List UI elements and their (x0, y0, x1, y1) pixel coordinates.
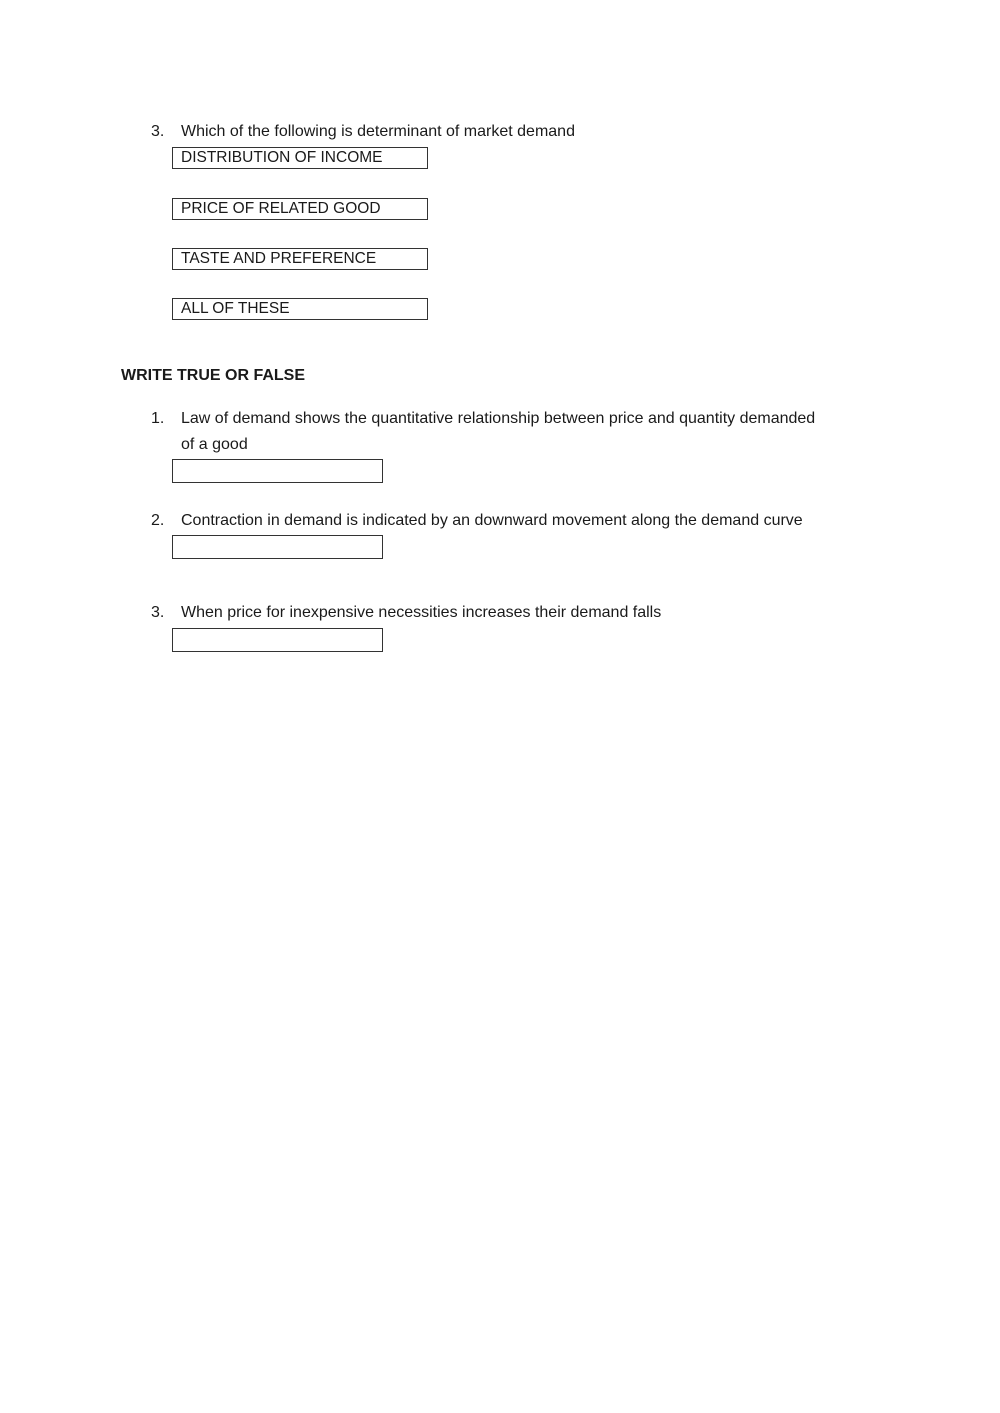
mcq-question (151, 119, 911, 145)
tf-question-2 (151, 508, 911, 534)
question-text-line2: of a good (181, 436, 248, 453)
option-distribution-of-income[interactable]: DISTRIBUTION OF INCOME (172, 147, 428, 169)
question-number: 2. (151, 512, 165, 529)
answer-input-2[interactable] (172, 535, 383, 559)
answer-input-1[interactable] (172, 459, 383, 483)
question-number: 3. (151, 123, 165, 140)
section-heading: WRITE TRUE OR FALSE (121, 367, 305, 384)
tf-question-1 (151, 406, 911, 458)
answer-input-3[interactable] (172, 628, 383, 652)
question-number: 3. (151, 604, 165, 621)
option-price-of-related-good[interactable]: PRICE OF RELATED GOOD (172, 198, 428, 220)
question-text: When price for inexpensive necessities increases their demand falls (181, 604, 662, 621)
question-text: Which of the following is determinant of market demand (181, 123, 575, 140)
tf-question-3 (151, 600, 911, 626)
option-taste-and-preference[interactable]: TASTE AND PREFERENCE (172, 248, 428, 270)
question-text: Contraction in demand is indicated by an downward movement along the demand curve (181, 512, 803, 529)
question-number: 1. (151, 410, 165, 427)
question-text-line1: Law of demand shows the quantitative relationship between price and quantity demanded (181, 410, 816, 427)
option-all-of-these[interactable]: ALL OF THESE (172, 298, 428, 320)
